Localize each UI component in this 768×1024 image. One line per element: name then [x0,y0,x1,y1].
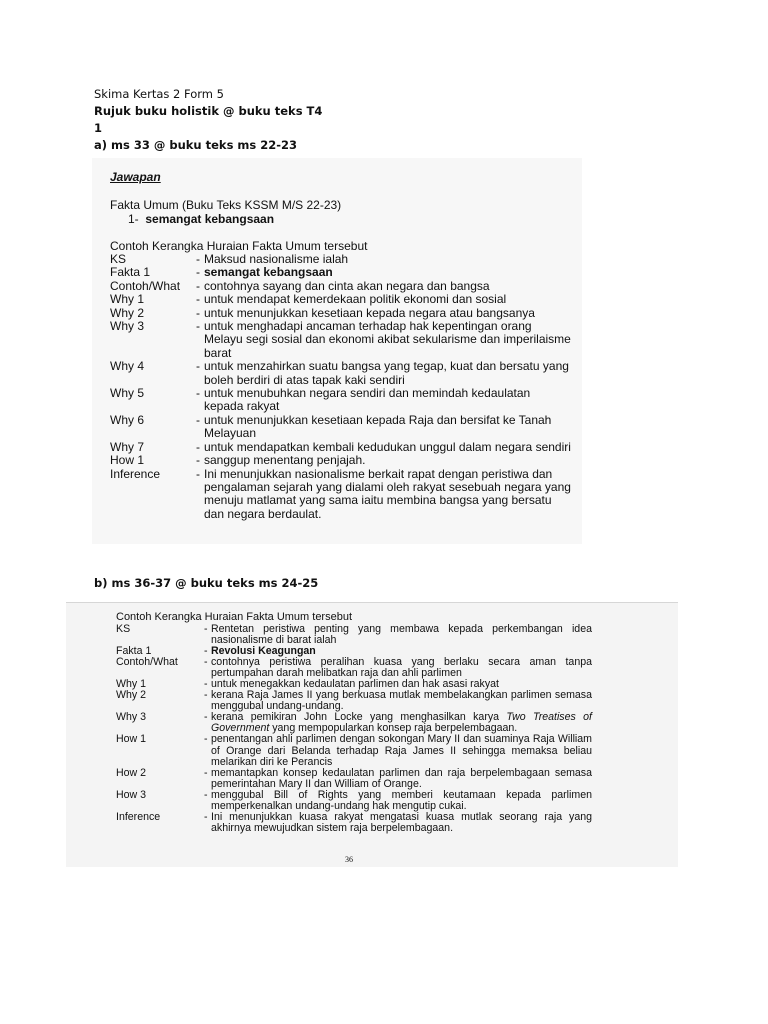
row-text: memantapkan konsep kedaulatan parlimen dan raja berpelembagaan semasa pemerintahan Mary II dan William of Orange. [211,766,592,790]
row-label: Why 7 [110,439,145,454]
row-dash: - [204,689,208,702]
row-text: Maksud nasionalisme ialah [204,252,349,266]
row-dash: - [196,359,200,374]
contoh-title-b: Contoh Kerangka Huraian Fakta Umum tersebut [116,611,353,623]
framework-row [116,790,592,812]
framework-row [110,387,576,414]
framework-row [110,360,576,387]
row-text: kerana Raja James II yang berkuasa mutlak membelakangkan parlimen semasa menggubal undang-undang. [211,689,592,713]
row-label: Why 4 [110,359,145,374]
row-text: untuk menunjukkan kesetiaan kepada Raja dan bersifat ke Tanah Melayuan [204,412,552,441]
framework-row [110,454,576,467]
fakta-number: 1- [128,212,139,226]
framework-row [110,293,576,306]
row-dash: - [196,439,200,454]
row-text: contohnya sayang dan cinta akan negara dan bangsa [204,278,490,293]
framework-row [110,266,576,279]
row-dash: - [204,622,208,635]
section-b-heading: b) ms 36-37 @ buku teks ms 24-25 [94,576,319,590]
framework-row [110,320,576,360]
row-label: Why 2 [116,689,147,702]
row-label: Contoh/What [110,278,181,293]
framework-row [116,624,592,646]
row-text: contohnya peristiwa peralihan kuasa yang berlaku secara aman tanpa pertumpahan darah melibatkan raja dan ahli parlimen [211,655,592,679]
row-label: Why 3 [110,319,145,334]
framework-rows-b [116,624,592,835]
row-text: Ini menunjukkan nasionalisme berkait rapat dengan peristiwa dan pengalaman sejarah yang dialami oleh rakyat sesebuah negara yang menuju matlamat yang sama iaitu membina bangsa yang bersatu dan negara berdaulat. [204,466,571,521]
page-number: 36 [345,855,353,864]
framework-row [116,712,592,734]
framework-row [116,768,592,790]
row-dash: - [204,644,208,657]
row-dash: - [196,453,200,468]
framework-row [110,441,576,454]
row-dash: - [196,319,200,334]
row-text: penentangan ahli parlimen dengan sokongan Mary II dan suaminya Raja William of Orange dari Belanda terhadap Raja James II sehingga memaksa beliau melarikan diri ke Perancis [211,733,592,768]
row-text: untuk menzahirkan suatu bangsa yang tegap, kuat dan bersatu yang boleh berdiri di atas tapak kaki sendiri [204,359,569,387]
row-label: Why 6 [110,412,145,427]
row-dash: - [204,766,208,779]
row-dash: - [204,788,208,801]
row-text: Rentetan peristiwa penting yang membawa kepada perkembangan idea nasionalisme di barat ialah [211,622,592,646]
row-text: Ini menunjukkan kuasa rakyat mengatasi kuasa mutlak seorang raja yang akhirnya mewujudkan sistem raja berpelembagaan. [211,811,592,835]
row-dash: - [204,733,208,746]
row-label: Why 2 [110,305,145,320]
row-text-post: yang mempopularkan konsep raja berpelembagaan. [269,722,518,735]
row-label: KS [110,252,127,266]
row-text-pre: kerana pemikiran John Locke yang menghasilkan karya [211,711,507,724]
row-dash: - [196,412,200,427]
row-label: How 1 [110,453,145,468]
row-text: untuk menghadapi ancaman terhadap hak kepentingan orang Melayu segi sosial dan ekonomi akibat sekularisme dan imperilaisme barat [204,319,571,360]
fakta-umum-line: Fakta Umum (Buku Teks KSSM M/S 22-23) [110,198,342,212]
row-text: menggubal Bill of Rights yang memberi keutamaan kepada parlimen memperkenalkan undang-undang hak mengutip cukai. [211,788,592,812]
framework-row [116,734,592,767]
row-label: Fakta 1 [116,644,152,657]
row-text: semangat kebangsaan [204,265,333,280]
row-label: Inference [110,466,161,481]
row-label: How 2 [116,766,147,779]
row-dash: - [204,711,208,724]
framework-row [110,468,576,522]
row-label: How 1 [116,733,147,746]
row-dash: - [196,386,200,401]
header-reference: Rujuk buku holistik @ buku teks T4 [94,104,323,118]
row-dash: - [196,305,200,320]
row-label: Why 1 [110,292,145,307]
row-dash: - [196,265,200,280]
contoh-title-a: Contoh Kerangka Huraian Fakta Umum tersebut [110,239,368,253]
row-text [211,712,592,734]
header-title: Skima Kertas 2 Form 5 [94,87,224,101]
scan-section-a [92,158,582,544]
jawapan-heading: Jawapan [110,170,161,184]
framework-row [116,690,592,712]
framework-row [110,414,576,441]
header-question-number: 1 [94,121,103,135]
row-text: untuk menunjukkan kesetiaan kepada negara atau bangsanya [204,305,535,320]
row-text: untuk mendapat kemerdekaan politik ekonomi dan sosial [204,292,507,307]
framework-rows-a [110,253,576,521]
row-text: untuk menubuhkan negara sendiri dan memindah kedaulatan kepada rakyat [204,386,531,414]
row-dash: - [204,655,208,668]
row-dash: - [196,252,200,266]
row-label: Fakta 1 [110,265,151,280]
row-dash: - [196,278,200,293]
framework-row [110,253,576,266]
framework-row [110,307,576,320]
row-text: untuk mendapatkan kembali kedudukan unggul dalam negara sendiri [204,439,571,454]
document-header [94,86,322,154]
header-section-a: a) ms 33 @ buku teks ms 22-23 [94,138,298,152]
row-dash: - [196,466,200,481]
framework-row [110,280,576,293]
fakta-umum-item [110,212,576,226]
row-label: Why 1 [116,677,147,690]
row-dash: - [204,811,208,824]
row-text: Revolusi Keagungan [211,644,316,657]
book-title: Two Treatises of Government [211,711,592,735]
fakta-item-text: semangat kebangsaan [145,212,275,226]
scan-section-b [66,602,678,867]
framework-row [116,812,592,834]
row-label: Contoh/What [116,655,178,668]
row-label: Why 3 [116,711,147,724]
row-text: sanggup menentang penjajah. [204,453,366,468]
row-label: Why 5 [110,386,145,401]
row-label: How 3 [116,788,147,801]
row-label: Inference [116,811,161,824]
row-label: KS [116,622,131,635]
row-dash: - [196,292,200,307]
row-dash: - [204,677,208,690]
row-text: untuk menegakkan kedaulatan parlimen dan hak asasi rakyat [211,677,499,690]
framework-row [116,657,592,679]
